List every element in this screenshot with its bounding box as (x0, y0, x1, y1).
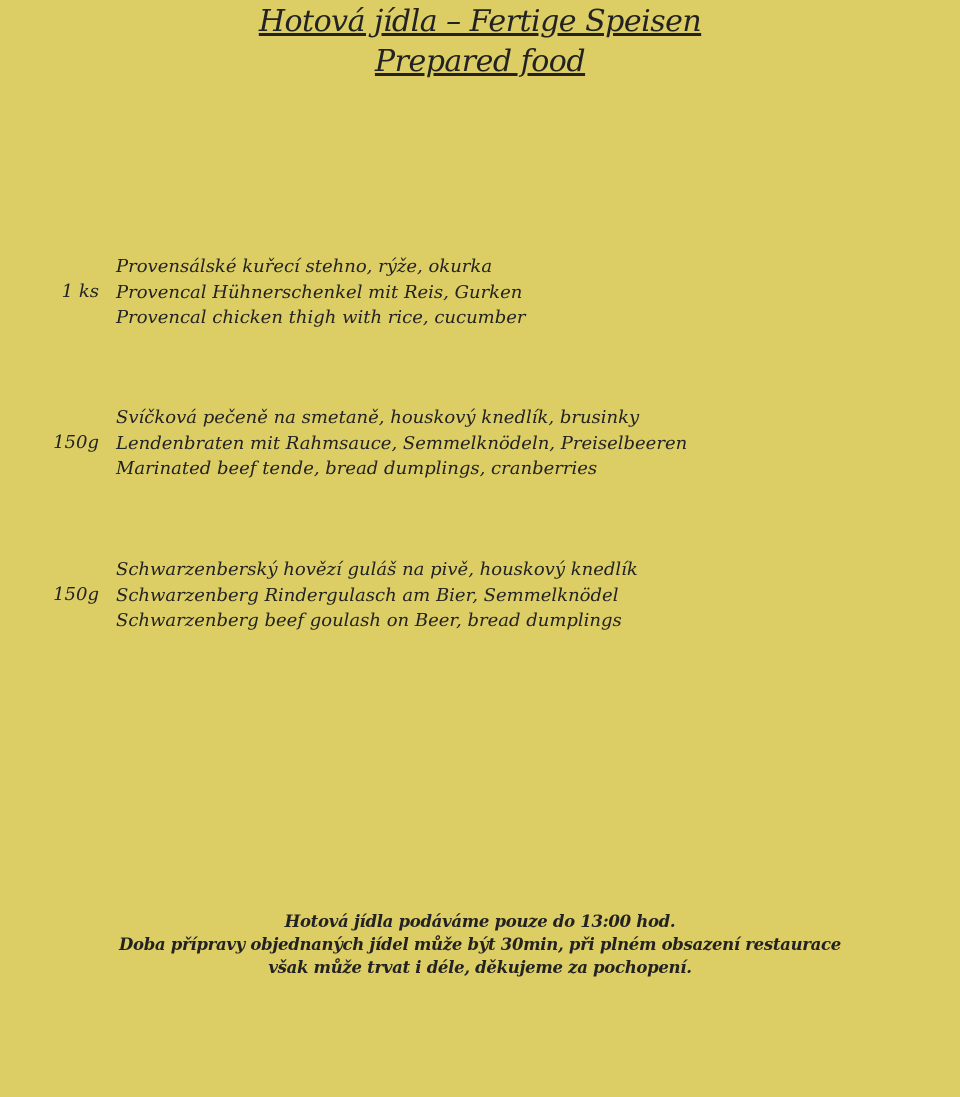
menu-header (0, 2, 960, 82)
dish-name-czech: Schwarzenberský hovězí guláš na pivě, houskový knedlík (116, 559, 638, 580)
preparation-time-note: Doba přípravy objednaných jídel může být 30min, při plném obsazení restaurace (118, 935, 841, 954)
dish-name-czech: Svíčková pečeně na smetaně, houskový knedlík, brusinky (116, 407, 640, 428)
dish-name-english: Provencal chicken thigh with rice, cucumber (116, 307, 526, 328)
dish-description (116, 557, 936, 634)
dish-description (116, 405, 936, 482)
page-title: Hotová jídla – Fertige Speisen (258, 4, 702, 39)
dish-description (116, 254, 936, 331)
page-subtitle: Prepared food (374, 44, 586, 79)
dish-name-english: Schwarzenberg beef goulash on Beer, bread dumplings (116, 610, 622, 631)
dish-quantity: 1 ks (61, 281, 99, 302)
serving-time-note: Hotová jídla podáváme pouze do 13:00 hod. (284, 912, 676, 931)
dish-quantity: 150g (53, 432, 99, 453)
dish-name-german: Schwarzenberg Rindergulasch am Bier, Semmelknödel (116, 584, 619, 606)
dish-quantity: 150g (53, 584, 99, 605)
dish-name-english: Marinated beef tende, bread dumplings, cranberries (116, 458, 598, 479)
dish-name-czech: Provensálské kuřecí stehno, rýže, okurka (116, 256, 493, 277)
dish-name-german: Lendenbraten mit Rahmsauce, Semmelknödeln, Preiselbeeren (116, 432, 688, 454)
serving-notice (0, 910, 960, 979)
dish-name-german: Provencal Hühnerschenkel mit Reis, Gurken (116, 281, 523, 303)
thank-you-note: však může trvat i déle, děkujeme za pochopení. (268, 958, 692, 977)
